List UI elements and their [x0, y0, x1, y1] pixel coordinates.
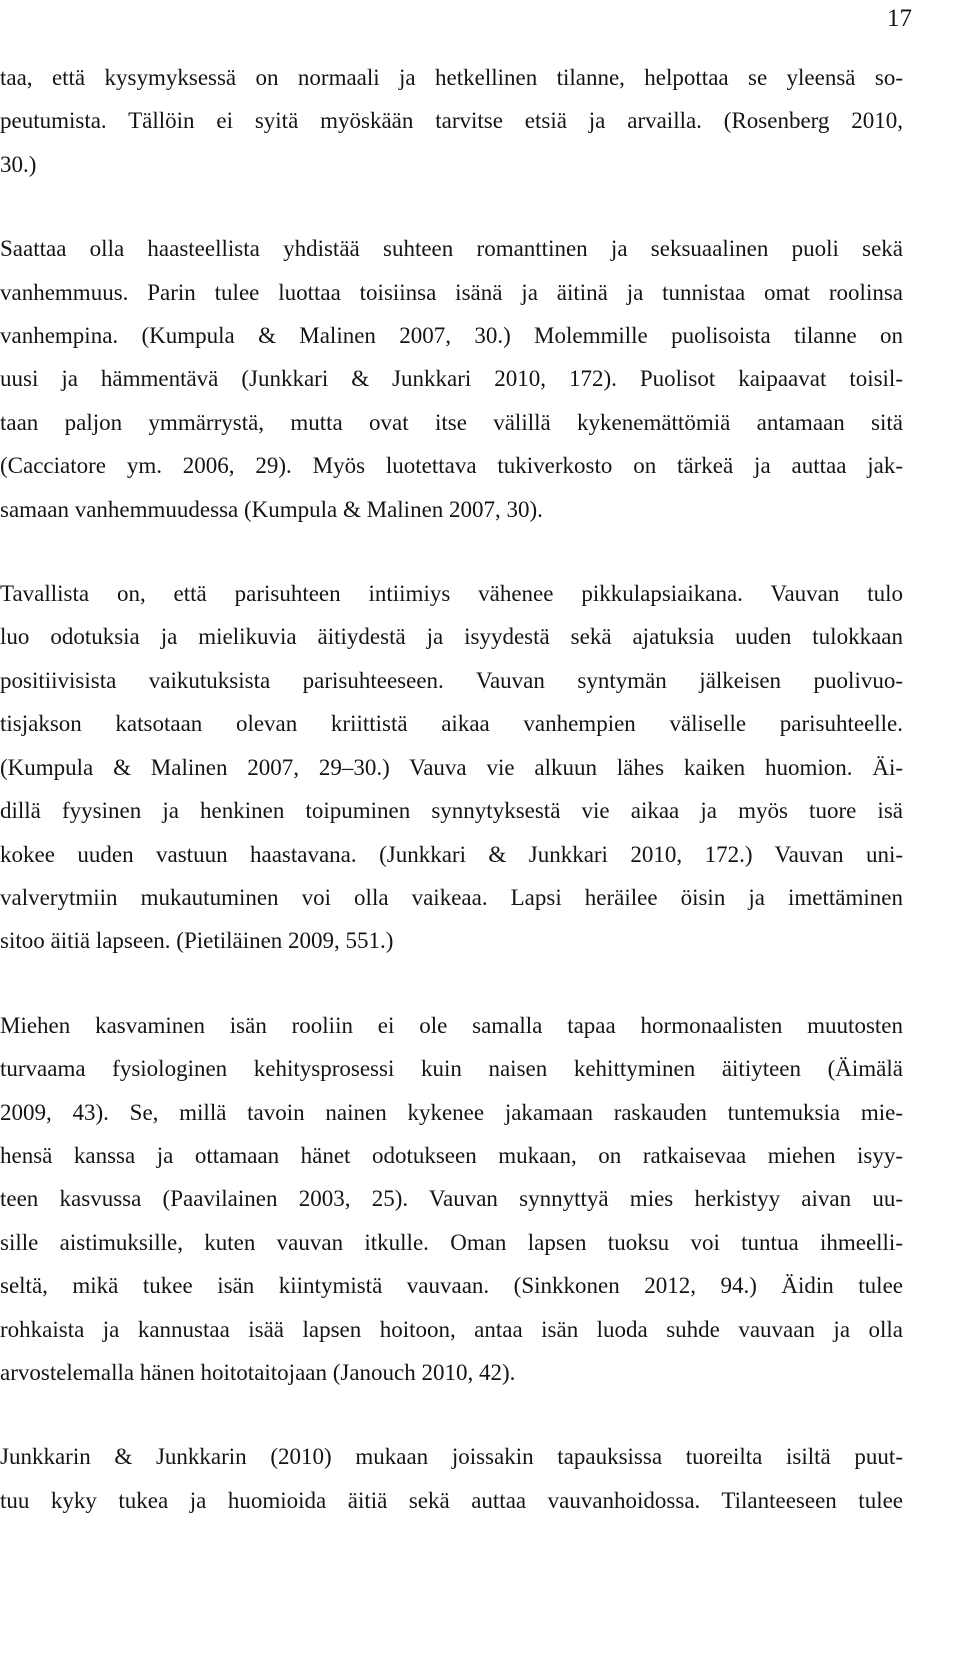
text-line: taan paljon ymmärrystä, mutta ovat itse välillä kykenemättömiä antamaan sitä [0, 409, 903, 435]
paragraph [0, 572, 903, 963]
text-line: taa, että kysymyksessä on normaali ja hetkellinen tilanne, helpottaa se yleensä so- [0, 65, 903, 90]
text-line: (Kumpula & Malinen 2007, 29–30.) Vauva vie alkuun lähes kaiken huomion. Äi- [0, 754, 903, 780]
text-line: teen kasvussa (Paavilainen 2003, 25). Vauvan synnyttyä mies herkistyy aivan uu- [0, 1186, 903, 1212]
paragraph-spacer [0, 1394, 903, 1435]
text-line: tisjakson katsotaan olevan kriittistä aikaa vanhempien väliselle parisuhteelle. [0, 711, 903, 737]
text-line: Saattaa olla haasteellista yhdistää suhteen romanttinen ja seksuaalinen puoli sekä [0, 236, 903, 262]
text-line: vanhemmuus. Parin tulee luottaa toisiinsa isänä ja äitinä ja tunnistaa omat roolinsa [0, 279, 903, 305]
text-line: sille aistimuksille, kuten vauvan itkulle. Oman lapsen tuoksu voi tuntua ihmeelli- [0, 1229, 903, 1255]
text-line: 30.) [0, 151, 37, 177]
text-line: peutumista. Tällöin ei syitä myöskään tarvitse etsiä ja arvailla. (Rosenberg 2010, [0, 108, 903, 134]
text-line: 2009, 43). Se, millä tavoin nainen kykenee jakamaan raskauden tuntemuksia mie- [0, 1099, 903, 1125]
text-line: hensä kanssa ja ottamaan hänet odotukseen mukaan, on ratkaisevaa miehen isyy- [0, 1142, 903, 1168]
paragraph-spacer [0, 963, 903, 1004]
text-line: positiivisista vaikutuksista parisuhteeseen. Vauvan syntymän jälkeisen puolivuo- [0, 667, 903, 693]
paragraph [0, 1004, 903, 1395]
text-line: luo odotuksia ja mielikuvia äitiydestä ja isyydestä sekä ajatuksia uuden tulokkaan [0, 624, 903, 650]
text-line: kokee uuden vastuun haastavana. (Junkkari & Junkkari 2010, 172.) Vauvan uni- [0, 841, 903, 867]
paragraph [0, 56, 903, 186]
text-line: valverytmiin mukautuminen voi olla vaikeaa. Lapsi heräilee öisin ja imettäminen [0, 884, 903, 910]
text-line: samaan vanhemmuudessa (Kumpula & Malinen 2007, 30). [0, 496, 543, 522]
text-line: seltä, mikä tukee isän kiintymistä vauvaan. (Sinkkonen 2012, 94.) Äidin tulee [0, 1273, 903, 1299]
body-text [0, 56, 903, 1522]
text-line: uusi ja hämmentävä (Junkkari & Junkkari 2010, 172). Puolisot kaipaavat toisil- [0, 366, 903, 392]
text-line: vanhempina. (Kumpula & Malinen 2007, 30.) Molemmille puolisoista tilanne on [0, 323, 903, 349]
text-line: turvaama fysiologinen kehitysprosessi kuin naisen kehittyminen äitiyteen (Äimälä [0, 1056, 903, 1082]
text-line: Miehen kasvaminen isän rooliin ei ole samalla tapaa hormonaalisten muutosten [0, 1012, 903, 1038]
text-line: (Cacciatore ym. 2006, 29). Myös luotettava tukiverkosto on tärkeä ja auttaa jak- [0, 453, 903, 479]
paragraph-spacer [0, 531, 903, 572]
text-line: tuu kyky tukea ja huomioida äitiä sekä auttaa vauvanhoidossa. Tilanteeseen tulee [0, 1487, 903, 1513]
text-line: Junkkarin & Junkkarin (2010) mukaan joissakin tapauksissa tuoreilta isiltä puut- [0, 1444, 903, 1470]
page-number: 17 [887, 5, 912, 32]
text-line: Tavallista on, että parisuhteen intiimiys vähenee pikkulapsiaikana. Vauvan tulo [0, 581, 903, 607]
text-line: rohkaista ja kannustaa isää lapsen hoitoon, antaa isän luoda suhde vauvaan ja olla [0, 1316, 903, 1342]
text-line: dillä fyysinen ja henkinen toipuminen synnytyksestä vie aikaa ja myös tuore isä [0, 798, 903, 824]
paragraph [0, 227, 903, 531]
paragraph-spacer [0, 186, 903, 227]
text-line: sitoo äitiä lapseen. (Pietiläinen 2009, 551.) [0, 928, 394, 954]
text-line: arvostelemalla hänen hoitotaitojaan (Janouch 2010, 42). [0, 1359, 516, 1385]
paragraph [0, 1435, 903, 1522]
